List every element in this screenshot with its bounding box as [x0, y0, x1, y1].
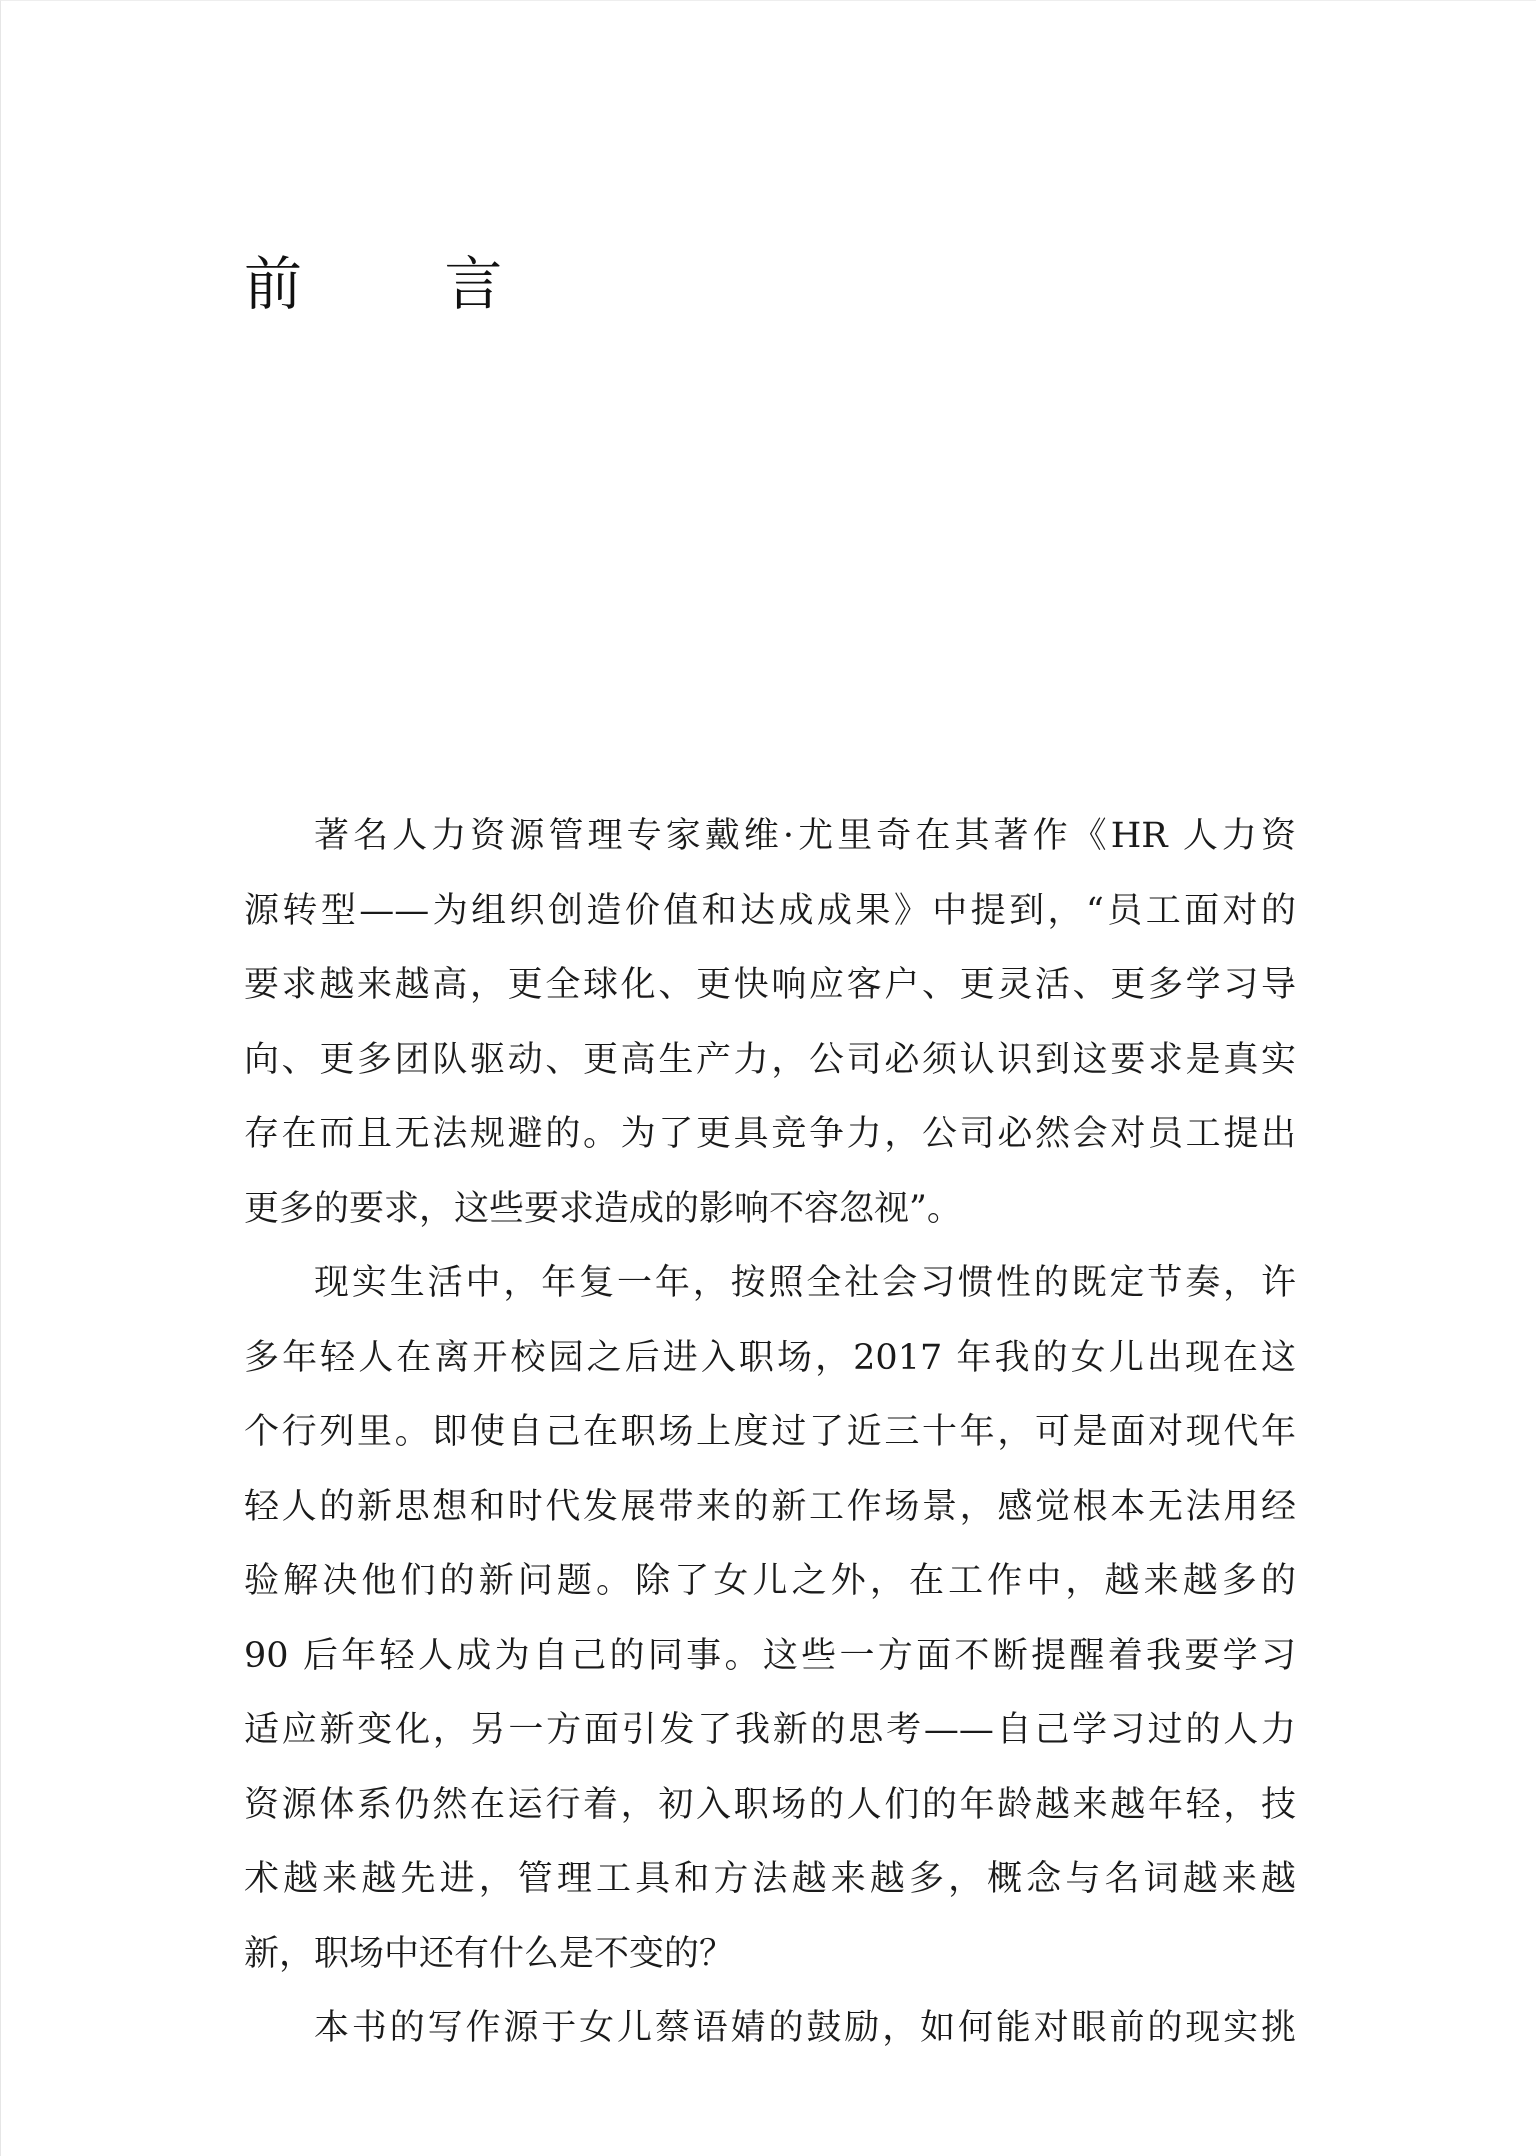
- paragraph-3: [244, 1991, 1296, 2066]
- text-line: 资源体系仍然在运行着，初入职场的人们的年龄越来越年轻，技: [244, 1784, 1296, 1825]
- text-line: 更多的要求，这些要求造成的影响不容忽视”。: [244, 1188, 962, 1229]
- body-text: [244, 799, 1296, 2066]
- text-line: 个行列里。即使自己在职场上度过了近三十年，可是面对现代年: [244, 1412, 1296, 1452]
- paragraph-2: [244, 1246, 1296, 1991]
- text-line: 术越来越先进，管理工具和方法越来越多，概念与名词越来越: [244, 1859, 1296, 1899]
- text-line: 验解决他们的新问题。除了女儿之外，在工作中，越来越多的: [244, 1561, 1296, 1601]
- text-line: 要求越来越高，更全球化、更快响应客户、更灵活、更多学习导: [244, 965, 1296, 1005]
- text-line: 著名人力资源管理专家戴维·尤里奇在其著作《HR 人力资: [314, 816, 1296, 856]
- text-line: 本书的写作源于女儿蔡语婧的鼓励，如何能对眼前的现实挑: [314, 2008, 1296, 2048]
- text-line: 新，职场中还有什么是不变的？: [244, 1933, 735, 1974]
- paragraph-1: [244, 799, 1296, 1246]
- text-line: 现实生活中，年复一年，按照全社会习惯性的既定节奏，许: [314, 1263, 1296, 1303]
- text-line: 90 后年轻人成为自己的同事。这些一方面不断提醒着我要学习: [244, 1635, 1296, 1676]
- text-line: 轻人的新思想和时代发展带来的新工作场景，感觉根本无法用经: [244, 1486, 1296, 1527]
- text-line: 适应新变化，另一方面引发了我新的思考——自己学习过的人力: [244, 1710, 1296, 1750]
- page-title: 前 言: [244, 250, 565, 318]
- text-line: 向、更多团队驱动、更高生产力，公司必须认识到这要求是真实: [244, 1039, 1296, 1080]
- text-line: 源转型——为组织创造价值和达成成果》中提到，“员工面对的: [244, 890, 1296, 931]
- text-line: 多年轻人在离开校园之后进入职场，2017 年我的女儿出现在这: [244, 1337, 1296, 1378]
- text-line: 存在而且无法规避的。为了更具竞争力，公司必然会对员工提出: [244, 1114, 1296, 1154]
